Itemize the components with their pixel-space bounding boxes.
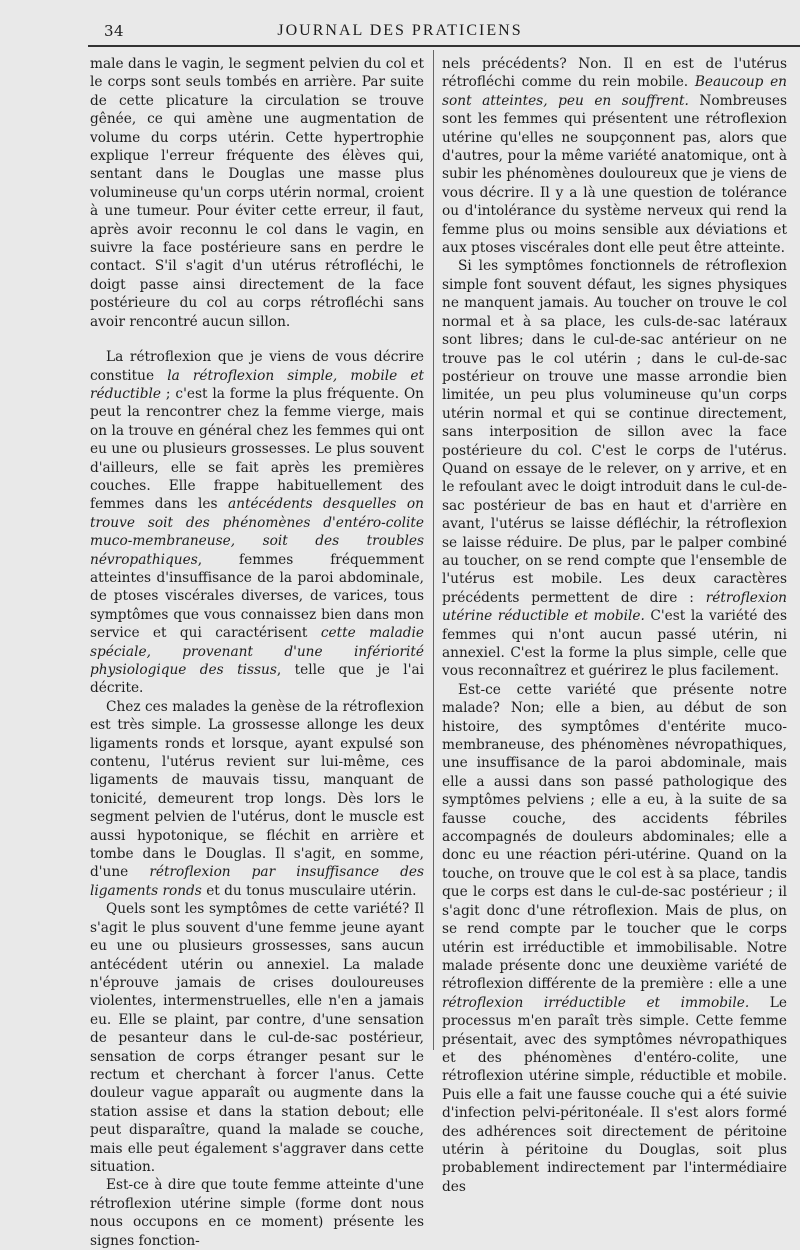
left-column (90, 55, 424, 1250)
paragraph: Quels sont les symptômes de cette variété? Il s'agit le plus souvent d'une femme jeune ayant eu une ou plusieurs grossesses, sans aucun antécédent utérin ou annexiel. La malade n'éprouve jamais de crises douloureuses violentes, intermenstruelles, elle n'en a jamais eu. Elle se plaint, par contre, d'une sensation de pesanteur dans le cul-de-sac postérieur, sensation de corps étranger pesant sur le rectum et cherchant à forcer l'anus. Cette douleur vague apparaît ou augmente dans la station assise et dans la station debout; elle peut disparaître, quand la malade se couche, mais elle peut également s'aggraver dans cette situation. (90, 901, 424, 1175)
page-number: 34 (104, 22, 125, 40)
emphasis: cette maladie spéciale, provenant d'une infériorité physiologique des tissus (90, 625, 424, 678)
paragraph: male dans le vagin, le segment pelvien du col et le corps sont seuls tombés en arrière. Par suite de cette plicature la circulation se trouve gênée, ce qui amène une augmentation de volume du corps utérin. Cette hypertrophie explique l'erreur fréquente des élèves qui, sentant dans le Douglas une masse plus volumineuse qu'un corps utérin normal, croient à une tumeur. Pour éviter cette erreur, il faut, après avoir reconnu le col dans le vagin, en suivre la face postérieure sans en perdre le contact. S'il s'agit d'un utérus rétrofléchi, le doigt passe ainsi directement de la face postérieure du col au corps rétrofléchi sans avoir rencontré aucun sillon. (90, 56, 424, 330)
page-header (0, 0, 800, 46)
header-rule (88, 45, 800, 47)
emphasis: rétroflexion par insuffisance des ligaments ronds (90, 864, 424, 899)
paragraph: Est-ce cette variété que présente notre malade? Non; elle a bien, au début de son histoire, des symptômes d'entérite muco-membraneuse, des phénomènes névropathiques, une insuffisance de la paroi abdominale, mais elle a aussi dans son passé pathologique des symptômes pelviens ; elle a eu, à la suite de sa fausse couche, des accidents fébriles accompagnés de douleurs abdominales; elle a donc eu une réaction péri-utérine. Quand on la touche, on trouve que le col est à sa place, tandis que le corps est dans le cul-de-sac postérieur ; il s'agit donc d'une rétroflexion. Mais de plus, on se rend compte par le toucher que le corps utérin est irréductible et immobilisable. Notre malade présente donc une deuxième variété de rétroflexion différente de la première : elle a une rétroflexion irréductible et immobile. Le processus m'en paraît très simple. Cette femme présentait, avec des symptômes névropathiques et des phénomènes d'entéro-colite, une rétroflexion utérine simple, réductible et mobile. Puis elle a fait une fausse couche qui a été suivie d'infection pelvi-péritonéale. Il s'est alors formé des adhérences soit directement de péritoine utérin à péritoine du Douglas, soit plus probablement indirectement par l'intermédiaire des (442, 681, 787, 1195)
emphasis: Beaucoup en sont atteintes, peu en souffrent. (442, 74, 787, 109)
running-title: JOURNAL DES PRATICIENS (277, 22, 523, 39)
paragraph: Chez ces malades la genèse de la rétroflexion est très simple. La grossesse allonge les deux ligaments ronds et lorsque, ayant expulsé son contenu, l'utérus revient sur lui-même, ces ligaments de mauvais tissu, manquant de tonicité, demeurent trop longs. Dès lors le segment pelvien de l'utérus, dont le muscle est aussi hypotonique, se fléchit en arrière et tombe dans le Douglas. Il s'agit, en somme, d'une rétroflexion par insuffisance des ligaments ronds et du tonus musculaire utérin. (90, 698, 424, 899)
column-divider (433, 50, 434, 1050)
right-column (442, 55, 787, 1196)
emphasis: rétroflexion utérine réductible et mobile. (442, 589, 787, 625)
paragraph: La rétroflexion que je viens de vous décrire constitue la rétroflexion simple, mobile et réductible ; c'est la forme la plus fréquente. On peut la rencontrer chez la femme vierge, mais on la trouve en général chez les femmes qui ont eu une ou plusieurs grossesses. Le plus souvent d'ailleurs, elle se fait après les premières couches. Elle frappe habituellement des femmes dans les antécédents desquelles on trouve soit des phénomènes d'entéro-colite muco-membraneuse, soit des troubles névropathiques, femmes fréquemment atteintes d'insuffisance de la paroi abdominale, de ptoses viscérales diverses, de varices, tous symptômes que vous connaissez bien dans mon service et qui caractérisent cette maladie spéciale, provenant d'une infériorité physiologique des tissus, telle que je l'ai décrite. (90, 349, 424, 697)
emphasis: rétroflexion irréductible et immobile. (442, 994, 750, 1011)
emphasis: antécédents desquelles on trouve soit des phénomènes d'entéro-colite muco-membraneuse, soit des troubles névropathiques (90, 496, 424, 568)
paragraph: Est-ce à dire que toute femme atteinte d'une rétroflexion utérine simple (forme dont nous nous occupons en ce moment) présente les signes fonction- (90, 1177, 424, 1249)
paragraph: Si les symptômes fonctionnels de rétroflexion simple font souvent défaut, les signes physiques ne manquent jamais. Au toucher on trouve le col normal et à sa place, les culs-de-sac latéraux sont libres; dans le cul-de-sac antérieur on ne trouve pas le col utérin ; dans le cul-de-sac postérieur on trouve une masse arrondie bien limitée, un peu plus volumineuse qu'un corps utérin normal et qui se continue directement, sans interposition de sillon avec la face postérieure du col. C'est le corps de l'utérus. Quand on essaye de le relever, on y arrive, et en le refoulant avec le doigt introduit dans le cul-de-sac postérieur de bas en haut et d'arrière en avant, l'utérus se laisse défléchir, la rétroflexion se laisse réduire. De plus, par le palper combiné au toucher, on se rend compte que l'ensemble de l'utérus est mobile. Les deux caractères précédents permettent de dire : rétroflexion utérine réductible et mobile. C'est la variété des femmes qui n'ont aucun passé utérin, ni annexiel. C'est la forme la plus simple, celle que vous reconnaîtrez et guérirez le plus facilement. (442, 258, 787, 680)
emphasis: la rétroflexion simple, mobile et réductible (90, 367, 424, 402)
paragraph: nels précédents? Non. Il en est de l'utérus rétrofléchi comme du rein mobile. Beaucoup en sont atteintes, peu en souffrent. Nombreuses sont les femmes qui présentent une rétroflexion utérine qu'elles ne soupçonnent pas, alors que d'autres, pour la même variété anatomique, ont à subir les phénomènes douloureux que je viens de vous décrire. Il y a là une question de tolérance ou d'intolérance du système nerveux qui rend la femme plus ou moins sensible aux déviations et aux ptoses viscérales dont elle peut être atteinte. (442, 56, 787, 257)
